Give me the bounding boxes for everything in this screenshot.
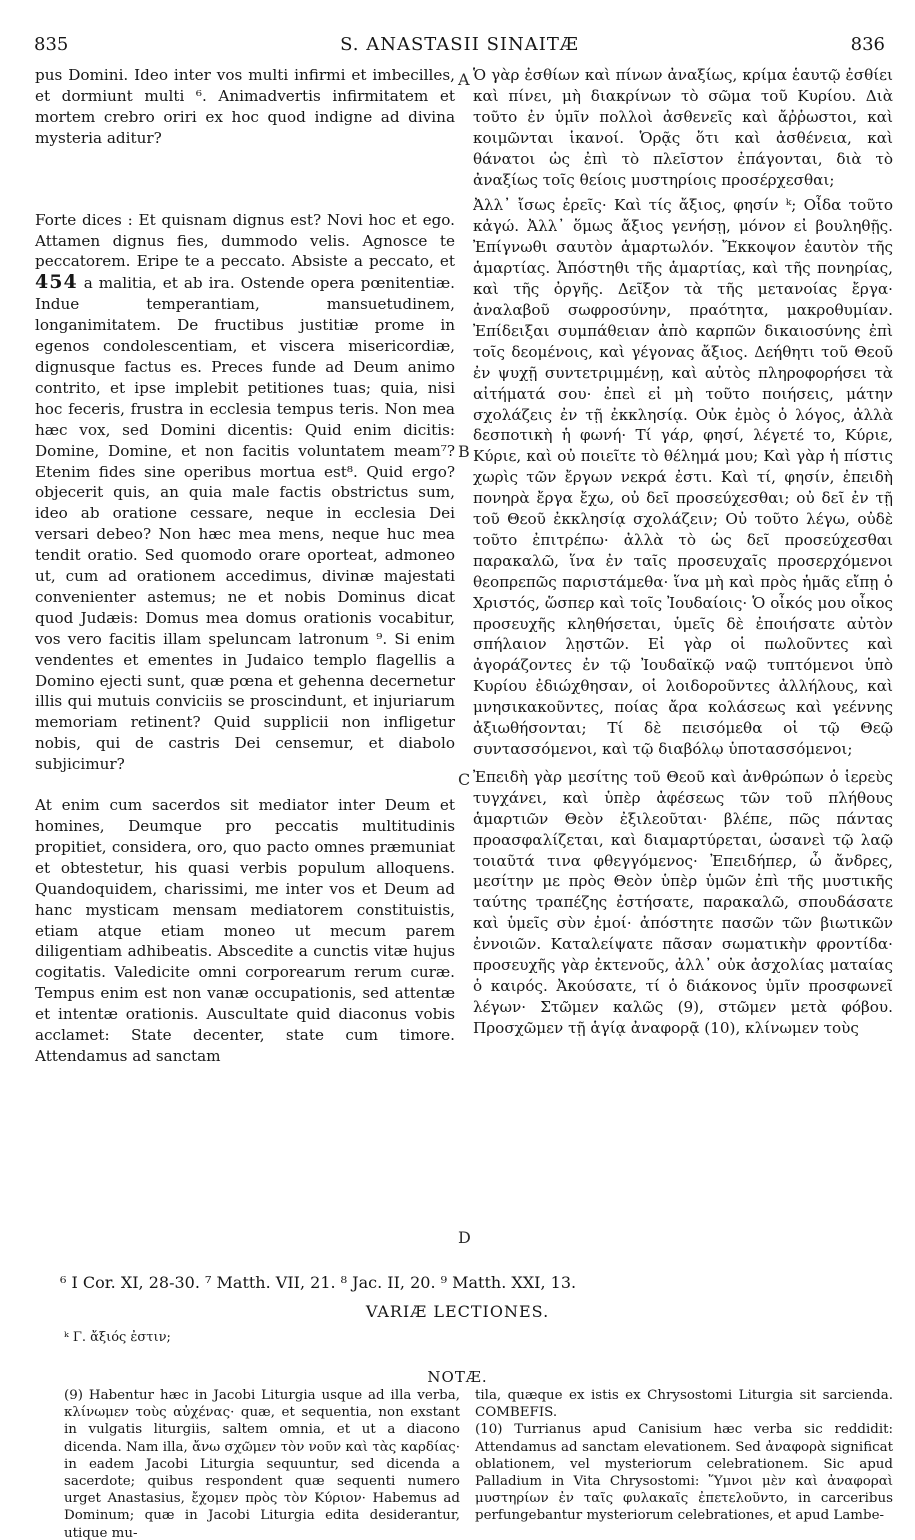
- latin-paragraph-3: At enim cum sacerdos sit mediator inter Deum et homines, Deumque pro peccatis multitudinis propitiet, considera, oro, quo pacto omnes præmuniat et obtestetur, his quasi verbis populum alloquens. Quandoquidem, charissimi, me inter vos et Deum ad hanc mysticam mensam mediatorem constituistis, etiam atque etiam moneo ut mecum parem diligentiam adhibeatis. Abscedite a cunctis vitæ hujus cogitatis. Valedicite omni corporearum rerum curæ. Tempus enim est non vanæ occupationis, sed attentæ et intentæ orationis. Auscultate quid diaconus vobis acclamet: State decenter, state cum timore. Attendamus ad sanctam: [35, 796, 455, 1065]
- note-9-continued: tila, quæque ex istis ex Chrysostomi Liturgia sit sarcienda. COMBEFIS.: [475, 1388, 893, 1421]
- latin-paragraph-2-start: Forte dices : Et quisnam dignus est? Novi hoc et ego. Attamen dignus fies, dummodo velis. Agnosce te peccatorem. Eripe te a peccato. Absiste a peccato, et: [35, 210, 455, 271]
- latin-paragraph-2-end: a malitia, et ab ira. Ostende opera pœnitentiæ. Indue temperantiam, mansuetudinem, longanimitatem. De fructibus justitiæ prome in egenos condolescentiam, et viscera misericordiæ, dignusque factus es. Preces funde ad Deum animo contrito, et ipse implebit petitiones tuas; quia, nisi hoc feceris, frustra in ecclesia tempus teris. Non mea hæc vox, sed Domini dicentis: Quid enim dicitis: Domine, Domine, et non facitis voluntatem meam⁷? Etenim fides sine operibus mortua est⁸. Quid ergo? objecerit quis, an quia male factis obstrictus sum, ideo ab oratione cessare, neque in ecclesia Dei versari debeo? Non hæc mea mens, neque huc mea tendit oratio. Sed quomodo orare oporteat, admoneo ut, cum ad orationem accedimus, divinæ majestati convenienter astemus; ne et nobis Dominus dicat quod Judæis: Domus mea domus orationis vocabitur, vos vero facitis illam speluncam latronum ⁹. Si enim vendentes et ementes in Judaico templo flagellis a Domino ejecti sunt, quæ pœna et gehenna decernetur illis qui mutuis conviciis se proscindunt, et injuriarum memoriam retinent? Quid supplicii non infligetur nobis, qui de castris Dei censemur, et diabolo subjicimur?: [35, 274, 455, 774]
- greek-paragraph-3: Ἐπειδὴ γὰρ μεσίτης τοῦ Θεοῦ καὶ ἀνθρώπων ὁ ἱερεὺς τυγχάνει, καὶ ὑπὲρ ἀφέσεως τῶν τοῦ πλήθους ἁμαρτιῶν Θεὸν ἐξιλεοῦται· βλέπε, πῶς πάντας προασφαλίζεται, καὶ διαμαρτύρεται, ὡσανεὶ τῷ λαῷ τοιαῦτά τινα φθεγγόμενος· Ἐπειδήπερ, ὦ ἄνδρες, μεσίτην με πρὸς Θεὸν ὑπὲρ ὑμῶν ἐπὶ τῆς μυστικῆς ταύτης τραπέζης ἐστήσατε, παρακαλῶ, σπουδάσατε καὶ ὑμεῖς σὺν ἐμοί· ἀπόστητε πασῶν τῶν βιωτικῶν ἐννοιῶν. Καταλείψατε πᾶσαν σωματικὴν φροντίδα· προσευχῆς γὰρ ἐκτενοῦς, ἀλλ᾽ οὐκ ἀσχολίας ματαίας ὁ καιρός. Ἀκούσατε, τί ὁ διάκονος ὑμῖν προσφωνεῖ λέγων· Στῶμεν καλῶς (9), στῶμεν μετὰ φόβου. Προσχῶμεν τῇ ἁγίᾳ ἀναφορᾷ (10), κλίνωμεν τοὺς: [473, 767, 893, 1037]
- margin-letter-b: B: [458, 442, 470, 461]
- margin-letter-c: C: [458, 770, 471, 789]
- page-number-left: 835: [34, 34, 69, 55]
- scripture-references: ⁶ I Cor. XI, 28-30. ⁷ Matth. VII, 21. ⁸ Jac. II, 20. ⁹ Matth. XXI, 13.: [60, 1273, 577, 1292]
- note-9: (9) Habentur hæc in Jacobi Liturgia usque ad illa verba, κλίνωμεν τοὺς αὐχένας· quæ, et sequentia, non exstant in vulgatis liturgiis, saltem omnia, et ut a diacono dicenda. Nam illa, ἄνω σχῶμεν τὸν νοῦν καὶ τὰς καρδίας· in eadem Jacobi Liturgia sequuntur, sed dicenda a sacerdote; quibus respondent quæ sequenti numero urget Anastasius, ἔχομεν πρὸς τὸν Κύριον· Habemus ad Dominum; quæ in Jacobi Liturgia edita desiderantur, utique mu-: [64, 1388, 460, 1540]
- variae-lectiones-heading: VARIÆ LECTIONES.: [365, 1302, 550, 1321]
- greek-paragraph-1: Ὁ γὰρ ἐσθίων καὶ πίνων ἀναξίως, κρίμα ἑαυτῷ ἐσθίει καὶ πίνει, μὴ διακρίνων τὸ σῶμα τοῦ Κυρίου. Διὰ τοῦτο ἐν ὑμῖν πολλοὶ ἀσθενεῖς καὶ ἄῤῥωστοι, καὶ κοιμῶνται ἱκανοί. Ὁρᾷς ὅτι καὶ ἀσθένεια, καὶ θάνατοι ὡς ἐπὶ τὸ πλεῖστον ἐπάγονται, διὰ τὸ ἀναξίως τοῖς θείοις μυστηρίοις προσέρχεσθαι;: [473, 66, 893, 189]
- page-header: [34, 34, 885, 58]
- notes-right-column: [475, 1387, 893, 1525]
- running-title: S. ANASTASII SINAITÆ: [340, 34, 579, 55]
- latin-column: [35, 65, 455, 1067]
- greek-column: [473, 65, 893, 1039]
- page-number-right: 836: [850, 34, 885, 55]
- latin-paragraph-2: [35, 210, 455, 775]
- margin-letter-d: D: [458, 1228, 471, 1247]
- variant-reading: ᵏ Γ. ἄξιός ἐστιν;: [64, 1330, 171, 1345]
- greek-paragraph-2: Ἀλλ᾽ ἴσως ἐρεῖς· Καὶ τίς ἄξιος, φησίν ᵏ; Οἶδα τοῦτο κἀγώ. Ἀλλ᾽ ὅμως ἄξιος γενήσῃ, μόνον εἰ βουληθῇς. Ἐπίγνωθι σαυτὸν ἁμαρτωλόν. Ἔκκοψον ἑαυτὸν τῆς ἁμαρτίας. Ἀπόστηθι τῆς ἁμαρτίας, καὶ τῆς πονηρίας, καὶ τῆς ὀργῆς. Δεῖξον τὰ τῆς μετανοίας ἔργα· ἀναλαβοῦ σωφροσύνην, πραότητα, μακροθυμίαν. Ἐπίδειξαι συμπάθειαν ἀπὸ καρπῶν δικαιοσύνης ἐπὶ τοῖς δεομένοις, καὶ γέγονας ἄξιος. Δεήθητι τοῦ Θεοῦ ἐν ψυχῇ συντετριμμένῃ, καὶ αὐτὸς πληροφορήσει τὰ αἰτήματά σου· ἐπεὶ εἰ μὴ τοῦτο ποιήσεις, μάτην σχολάζεις ἐν τῇ ἐκκλησίᾳ. Οὐκ ἐμὸς ὁ λόγος, ἀλλὰ δεσποτικὴ ἡ φωνή· Τί γάρ, φησί, λέγετέ το, Κύριε, Κύριε, καὶ οὐ ποιεῖτε τὸ θέλημά μου; Καὶ γὰρ ἡ πίστις χωρὶς τῶν ἔργων νεκρά ἐστι. Καὶ τί, φησίν, ἐπειδὴ πονηρὰ ἔργα ἔχω, οὐ δεῖ προσεύχεσθαι; οὐ δεῖ ἐν τῇ τοῦ Θεοῦ ἐκκλησίᾳ σχολάζειν; Οὐ τοῦτο λέγω, οὐδὲ τοῦτο ἐπιτρέπω· ἀλλὰ τὸ ὡς δεῖ προσεύχεσθαι παρακαλῶ, ἵνα ἐν ταῖς προσευχαῖς προσερχόμενοι θεοπρεπῶς παριστάμεθα· ἵνα μὴ καὶ πρὸς ἡμᾶς εἴπῃ ὁ Χριστός, ὥσπερ καὶ τοῖς Ἰουδαίοις· Ὁ οἶκός μου οἶκος προσευχῆς κληθήσεται, ὑμεῖς δὲ ἐποιήσατε αὐτὸν σπήλαιον λῃστῶν. Εἰ γὰρ οἱ πωλοῦντες καὶ ἀγοράζοντες ἐν τῷ Ἰουδαϊκῷ ναῷ τυπτόμενοι ὑπὸ Κυρίου ἐδιώχθησαν, οἱ λοιδοροῦντες ἀλλήλους, καὶ μνησικακοῦντες, ποίας ἄρα κολάσεως καὶ γεέννης ἀξιωθήσονται; Τί δὲ πεισόμεθα οἱ τῷ Θεῷ συντασσόμενοι, καὶ τῷ διαβόλῳ ὑποτασσόμενοι;: [473, 196, 893, 758]
- notae-heading: NOTÆ.: [427, 1368, 488, 1386]
- column-number: 454: [35, 271, 78, 294]
- margin-letter-a: A: [458, 70, 470, 89]
- note-10: (10) Turrianus apud Canisium hæc verba sic reddidit: Attendamus ad sanctam elevationem. Sed ἀναφορὰ significat oblationem, vel mysteriorum celebrationem. Sic apud Palladium in Vita Chrysostomi: Ὕμνοι μὲν καὶ ἀναφοραὶ μυστηρίων ἐν ταῖς φυλακαῖς ἐπετελοῦντο, in carceribus perfungebantur mysteriorum celebrationes, et apud Lambe-: [475, 1422, 893, 1524]
- latin-paragraph-1: pus Domini. Ideo inter vos multi infirmi et imbecilles, et dormiunt multi ⁶. Animadvertis infirmitatem et mortem crebro oriri ex hoc quod indigne ad divina mysteria aditur?: [35, 66, 455, 147]
